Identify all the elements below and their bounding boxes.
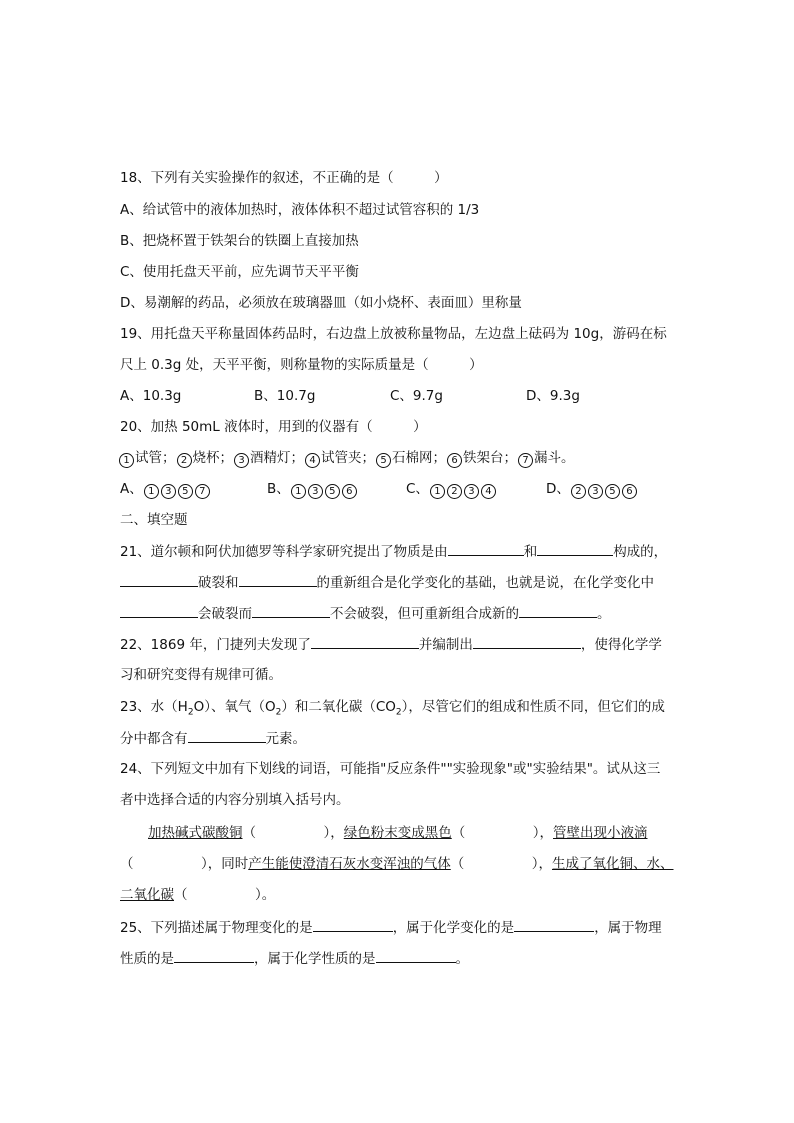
underlined-phrase: 管壁出现小液滴 xyxy=(553,825,648,841)
q20-stem: 20、加热 50mL 液体时，用到的仪器有（ ） xyxy=(120,419,427,435)
q25-text: 。 xyxy=(455,951,469,967)
answer-blank[interactable] xyxy=(313,917,393,932)
q20-option-d-number: 5 xyxy=(605,484,620,499)
answer-blank[interactable] xyxy=(120,572,198,587)
q21-text: 和 xyxy=(523,544,538,560)
q20-option-a-label: A、 xyxy=(120,481,143,497)
q20-option-a xyxy=(120,479,267,499)
subscript: 2 xyxy=(395,707,402,718)
q20-item-label: 试管夹； xyxy=(321,450,375,466)
underlined-phrase: 绿色粉末变成黑色 xyxy=(343,825,452,841)
answer-paren[interactable]: （ ） xyxy=(242,825,331,841)
q20-item-number: 4 xyxy=(305,453,320,468)
q20-option-b-number: 1 xyxy=(291,484,306,499)
subscript: 2 xyxy=(187,707,194,718)
q20-item-label: 石棉网； xyxy=(392,450,446,466)
q24-text: ，同时 xyxy=(207,856,249,872)
q21-text: 的重新组合是化学变化的基础，也就是说，在化学变化中 xyxy=(316,575,654,591)
q25-text: ，属于化学变化的是 xyxy=(392,920,515,936)
q18-option-a: A、给试管中的液体加热时，液体体积不超过试管容积的 1/3 xyxy=(120,202,480,218)
q19-option-c: C、9.7g xyxy=(390,388,443,404)
q21-line3 xyxy=(120,603,611,624)
q25-text: ，属于物理 xyxy=(594,920,662,936)
answer-blank[interactable] xyxy=(120,603,198,618)
answer-blank[interactable] xyxy=(188,728,266,743)
q21-text: 会破裂而 xyxy=(198,606,252,622)
q24-line2: 者中选择合适的内容分别填入括号内。 xyxy=(120,792,350,808)
q25-text: 性质的是 xyxy=(120,951,174,967)
q22-text: 并编制出 xyxy=(418,637,473,653)
q20-item-number: 7 xyxy=(518,453,533,468)
q20-option-c xyxy=(406,479,546,499)
q21-line1 xyxy=(120,541,667,562)
q19-line1: 19、用托盘天平称量固体药品时，右边盘上放被称量物品，左边盘上砝码为 10g，游码在标 xyxy=(120,326,667,342)
q18-option-c: C、使用托盘天平前，应先调节天平平衡 xyxy=(120,264,359,280)
q20-option-c-number: 4 xyxy=(481,484,496,499)
q18-option-b: B、把烧杯置于铁架台的铁圈上直接加热 xyxy=(120,233,359,249)
q20-option-a-number: 5 xyxy=(178,484,193,499)
q23-line1 xyxy=(120,697,665,723)
answer-paren[interactable]: （ ） xyxy=(450,856,539,872)
underlined-phrase: 二氧化碳 xyxy=(120,887,174,903)
q20-option-b xyxy=(267,479,406,499)
q23-text: 元素。 xyxy=(265,731,306,747)
q20-option-c-number: 1 xyxy=(430,484,445,499)
section-heading: 二、填空题 xyxy=(120,512,188,528)
q18-option-d: D、易潮解的药品，必须放在玻璃器皿（如小烧杯、表面皿）里称量 xyxy=(120,295,522,311)
q20-option-d xyxy=(546,479,638,499)
q25-line1 xyxy=(120,917,662,938)
q21-text: 。 xyxy=(597,606,611,622)
q20-option-d-label: D、 xyxy=(546,481,570,497)
q22-text: ，使得化学学 xyxy=(580,637,662,653)
answer-blank[interactable] xyxy=(174,948,254,963)
answer-blank[interactable] xyxy=(448,541,524,556)
q19-options xyxy=(120,386,580,406)
q23-text: 23、水（H xyxy=(120,699,188,715)
answer-blank[interactable] xyxy=(239,572,317,587)
q20-item-label: 试管； xyxy=(135,450,176,466)
q20-option-c-number: 2 xyxy=(447,484,462,499)
q20-item-label: 漏斗。 xyxy=(534,450,575,466)
q20-item-number: 5 xyxy=(376,453,391,468)
q25-text: 25、下列描述属于物理变化的是 xyxy=(120,920,313,936)
q24-line1: 24、下列短文中加有下划线的词语，可能指"反应条件""实验现象"或"实验结果"。试从这三 xyxy=(120,761,661,777)
underlined-phrase: 生成了氧化铜、水、 xyxy=(552,856,674,872)
q20-item-number: 2 xyxy=(177,453,192,468)
q20-option-d-number: 6 xyxy=(622,484,637,499)
q18-stem: 18、下列有关实验操作的叙述，不正确的是（ ） xyxy=(120,170,448,186)
q19-option-b: B、10.7g xyxy=(254,388,316,404)
q24-passage-line2 xyxy=(120,854,674,874)
q23-text: 分中都含有 xyxy=(120,731,188,747)
q19-option-a: A、10.3g xyxy=(120,388,182,404)
q20-option-b-number: 5 xyxy=(325,484,340,499)
q20-option-c-number: 3 xyxy=(464,484,479,499)
q20-option-a-number: 1 xyxy=(144,484,159,499)
q19-line2: 尺上 0.3g 处，天平平衡，则称量物的实际质量是（ ） xyxy=(120,357,483,373)
answer-blank[interactable] xyxy=(519,603,597,618)
underlined-phrase: 加热碱式碳酸铜 xyxy=(148,825,243,841)
q20-option-c-label: C、 xyxy=(406,481,429,497)
q20-item-number: 3 xyxy=(234,453,249,468)
q20-item-number: 1 xyxy=(119,453,134,468)
q20-item-label: 铁架台； xyxy=(463,450,517,466)
answer-paren[interactable]: （ ） xyxy=(120,856,208,872)
q20-option-d-number: 3 xyxy=(588,484,603,499)
q22-line1 xyxy=(120,634,662,655)
q20-option-a-number: 3 xyxy=(161,484,176,499)
q24-text: ， xyxy=(539,825,553,841)
underlined-phrase: 产生能使澄清石灰水变浑浊的气体 xyxy=(248,856,451,872)
q20-item-label: 酒精灯； xyxy=(250,450,304,466)
answer-blank[interactable] xyxy=(514,917,594,932)
q25-text: ，属于化学性质的是 xyxy=(254,951,376,967)
subscript: 2 xyxy=(275,707,282,718)
q24-text: ， xyxy=(330,825,344,841)
q23-text: ）和二氧化碳（CO xyxy=(281,699,396,715)
q21-text: 破裂和 xyxy=(198,575,239,591)
q20-option-b-number: 6 xyxy=(342,484,357,499)
q20-item-number: 6 xyxy=(447,453,462,468)
answer-paren[interactable]: （ ） xyxy=(174,887,262,903)
q20-item-label: 烧杯； xyxy=(192,450,233,466)
q24-passage-line3 xyxy=(120,885,275,905)
q20-option-a-number: 7 xyxy=(195,484,210,499)
answer-blank[interactable] xyxy=(473,634,581,649)
q20-options xyxy=(120,479,638,499)
q20-option-d-number: 2 xyxy=(571,484,586,499)
q21-text: 不会破裂，但可重新组合成新的 xyxy=(330,606,519,622)
q24-text: ， xyxy=(538,856,552,872)
q21-line2 xyxy=(120,572,654,593)
q21-text: 21、道尔顿和阿伏加德罗等科学家研究提出了物质是由 xyxy=(120,544,448,560)
q23-text: O）、氧气（O xyxy=(193,699,276,715)
q22-line2: 习和研究变得有规律可循。 xyxy=(120,667,282,683)
answer-blank[interactable] xyxy=(311,634,419,649)
q19-option-d: D、9.3g xyxy=(526,388,580,404)
q25-line2 xyxy=(120,948,469,969)
q20-option-b-number: 3 xyxy=(308,484,323,499)
answer-blank[interactable] xyxy=(537,541,613,556)
answer-blank[interactable] xyxy=(252,603,330,618)
q22-text: 22、1869 年，门捷列夫发现了 xyxy=(120,637,311,653)
q20-option-b-label: B、 xyxy=(267,481,290,497)
q24-passage-line1 xyxy=(148,823,648,843)
q21-text: 构成的， xyxy=(613,544,668,560)
q23-line2 xyxy=(120,728,306,749)
q23-text: ），尽管它们的组成和性质不同，但它们的成 xyxy=(401,699,665,715)
q20-items xyxy=(118,448,575,468)
answer-paren[interactable]: （ ） xyxy=(451,825,540,841)
q24-text: 。 xyxy=(261,887,276,903)
answer-blank[interactable] xyxy=(376,948,456,963)
